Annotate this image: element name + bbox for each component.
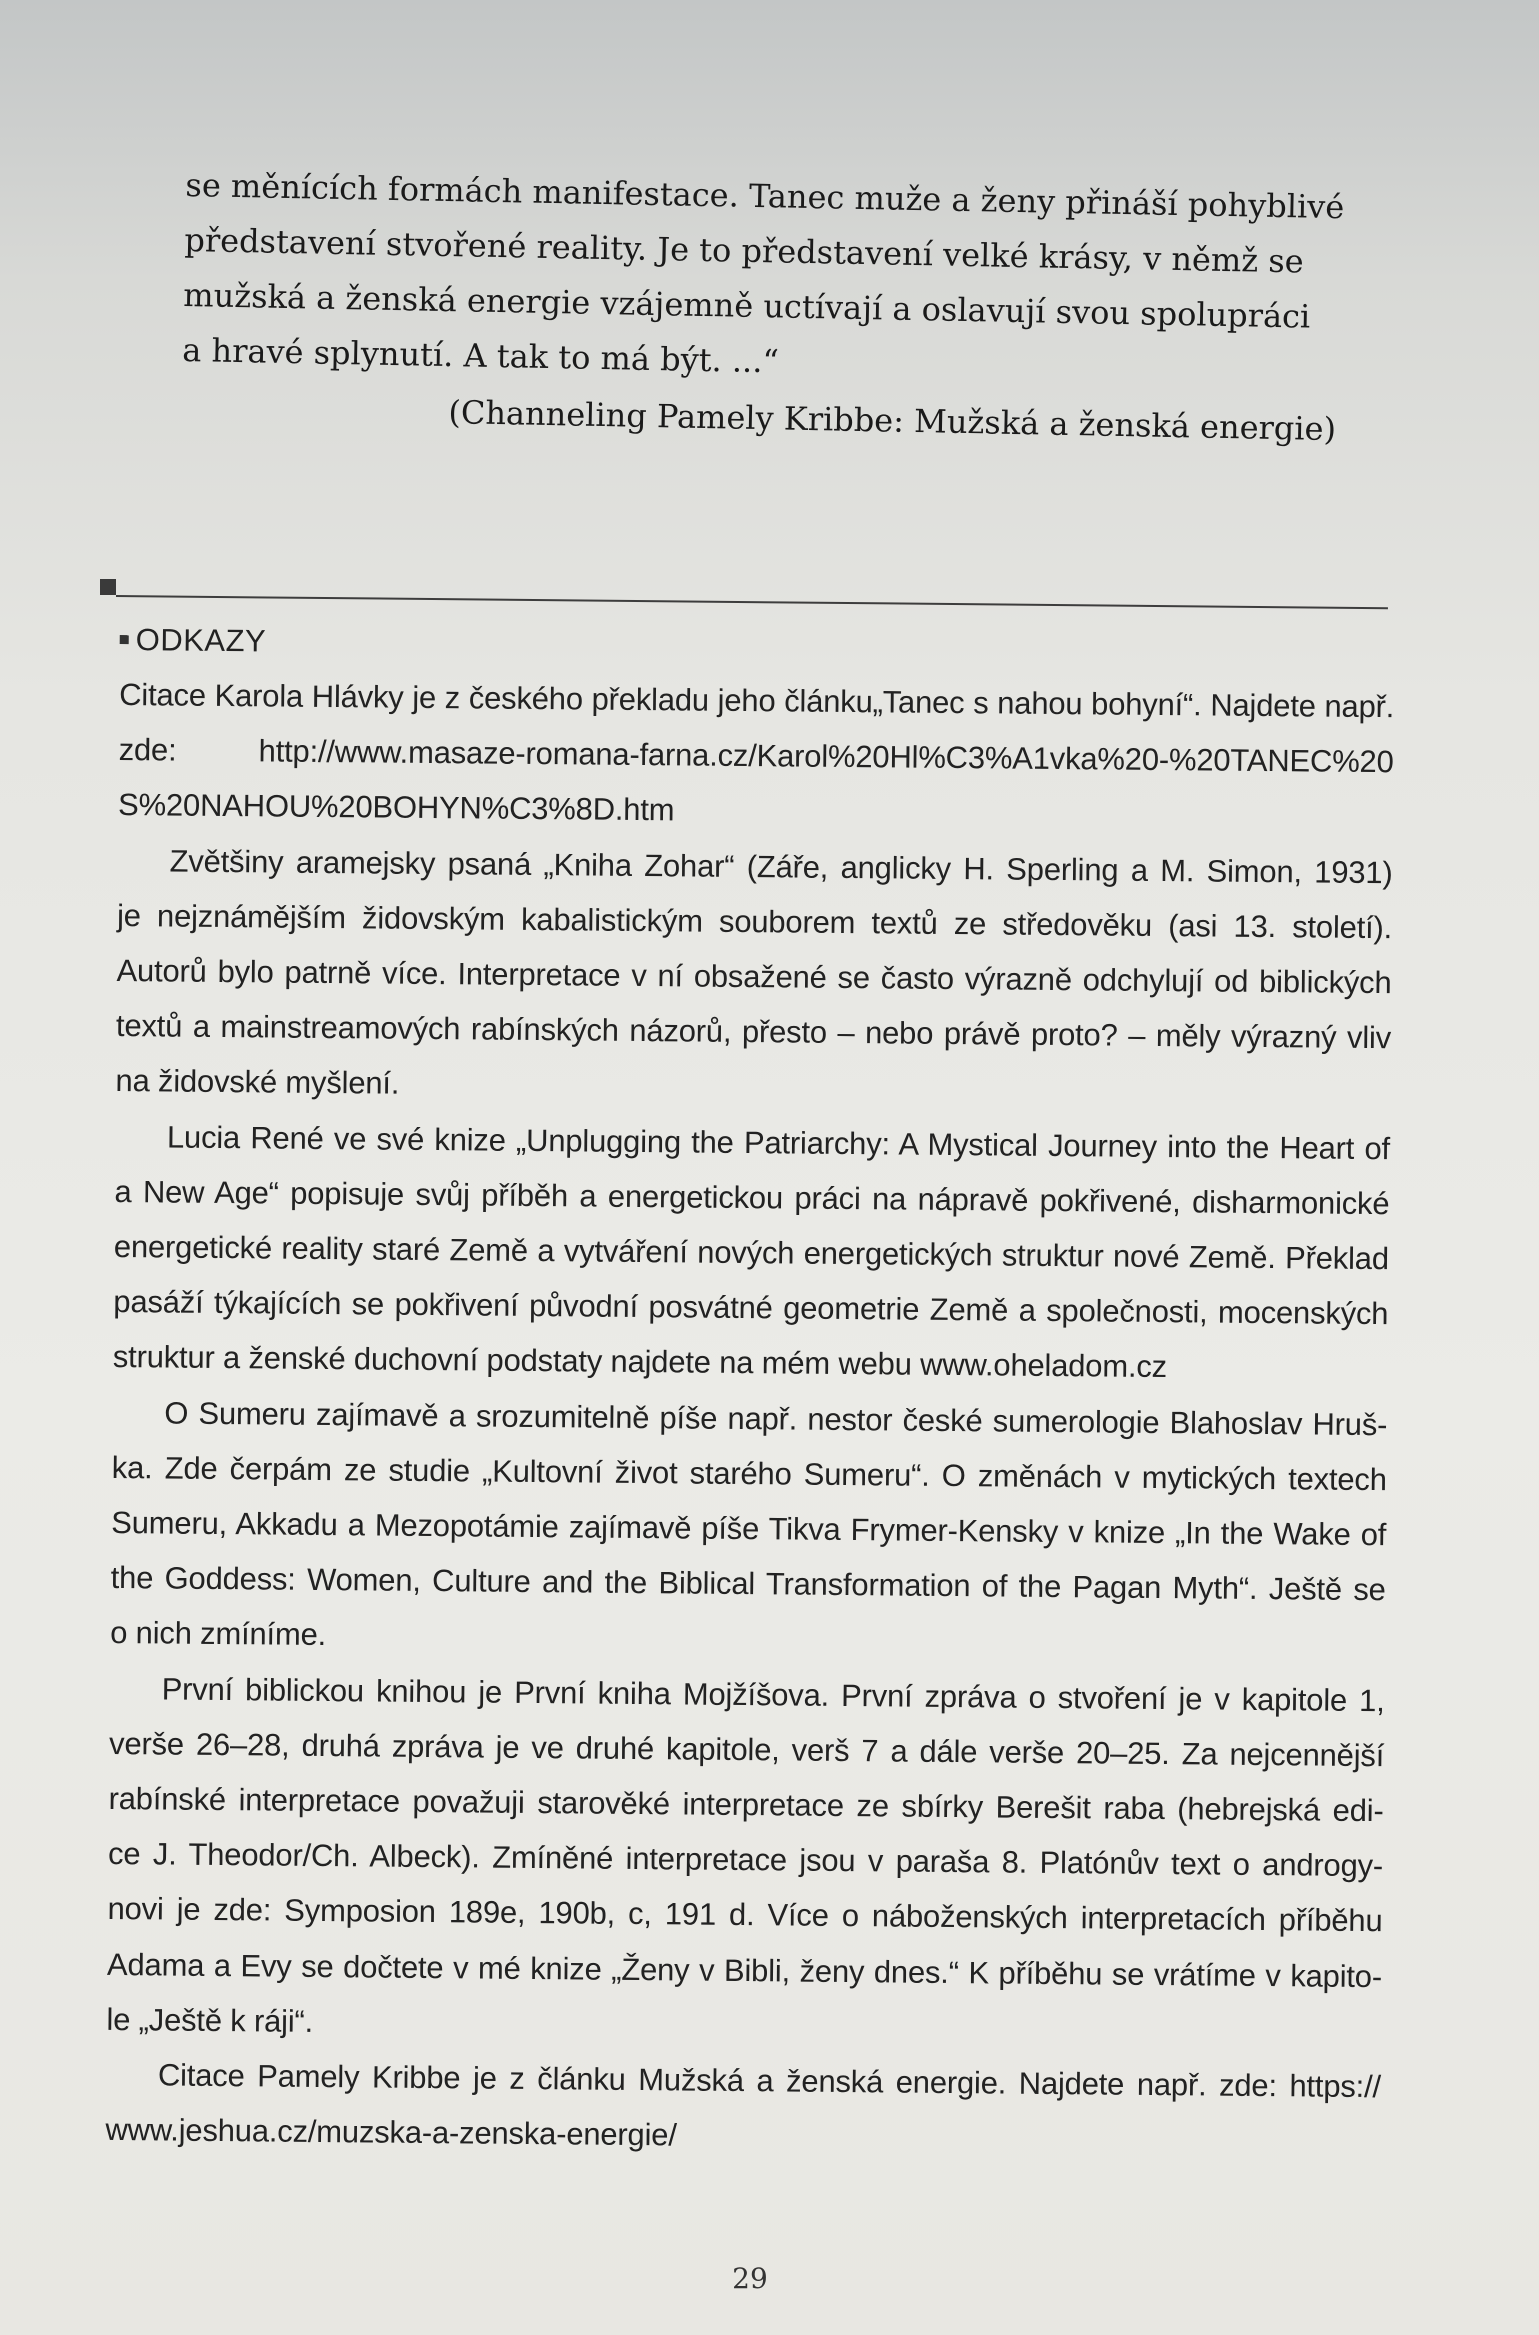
paragraph-line: novi je zde: Symposion 189e, 190b, c, 191 d. Více o náboženských interpretacích příběhu [107,1891,1383,1939]
paragraph-line: Citace Karola Hlávky je z českého překladu jeho článku„Tanec s nahou bohyní“. Najdete např. [119,676,1395,725]
paragraph-line: energetické reality staré Země a vytváření nových energetických struktur nové Země. Překlad [113,1229,1390,1277]
paragraph-line: Adama a Evy se dočtete v mé knize „Ženy v Bibli, ženy dnes.“ K příběhu se vrátíme v kapito- [106,1946,1383,1994]
paragraph-line: pasáží týkajících se pokřivení původní posvátné geometrie Země a společnosti, mocenských [113,1284,1389,1332]
paragraph-line: textů a mainstreamových rabínských názorů, přesto – nebo právě proto? – měly výrazný vliv [115,1008,1392,1056]
paragraph-line: o nich zmíníme. [110,1615,327,1653]
paragraph-line: Zvětšiny aramejsky psaná „Kniha Zohar“ (Záře, anglicky H. Sperling a M. Simon, 1931) [169,843,1393,890]
page-number: 29 [732,2262,768,2295]
paragraph-line: S%20NAHOU%20BOHYN%C3%8D.htm [117,787,675,828]
references-heading-text: ODKAZY [135,622,267,659]
reference-paragraph [110,1385,1388,1673]
paragraph-line: ka. Zde čerpám ze studie „Kultovní život starého Sumeru“. O změnách v mytických textech [111,1449,1387,1498]
quote-line: mužská a ženská energie vzájemně uctívají a oslavují svou spolupráci [183,275,1311,336]
bullet-icon [120,635,129,644]
paragraph-line: Lucia René ve své knize „Unplugging the Patriarchy: A Mystical Journey into the Heart of [166,1119,1391,1166]
quote-line: a hravé splynutí. A tak to má být. ...“ [181,330,780,381]
paragraph-line: zde: http://www.masaze-romana-farna.cz/Karol%20Hl%C3%A1vka%20-%20TANEC%20 [118,732,1394,780]
reference-paragraph [118,667,1395,845]
paragraph-line: the Goddess: Women, Culture and the Biblical Transformation of the Pagan Myth“. Ještě se [110,1560,1386,1608]
paragraph-line: je nejznámějším židovským kabalistickým souborem textů ze středověku (asi 13. století). [116,897,1393,946]
paragraph-line: le „Ještě k ráji“. [106,2001,314,2039]
paragraph-line: a New Age“ popisuje svůj příběh a energetickou práci na nápravě pokřivené, disharmonické [114,1173,1390,1222]
quote-line: představení stvořené reality. Je to představení velké krásy, v němž se [184,220,1305,281]
paragraph-line: ce J. Theodor/Ch. Albeck). Zmíněné interpretace jsou v paraša 8. Platónův text o androgy- [107,1836,1384,1884]
paragraph-line: Autorů bylo patrně více. Interpretace v ní obsažené se často výrazně odchylují od biblických [116,952,1392,1001]
paragraph-line: www.jeshua.cz/muzska-a-zenska-energie/ [105,2112,677,2153]
reference-paragraph [113,1109,1391,1397]
paragraph-line: První biblickou knihou je První kniha Mojžíšova. První zpráva o stvoření je v kapitole 1, [161,1671,1385,1718]
paragraph-line: na židovské myšlení. [115,1063,400,1102]
reference-paragraph [115,833,1393,1121]
paragraph-line: rabínské interpretace považuji starověké interpretace ze sbírky Berešit raba (hebrejská edi- [108,1781,1384,1829]
paragraph-line: struktur a ženské duchovní podstaty najdete na mém webu www.oheladom.cz [112,1339,1168,1385]
quote-line: se měnících formách manifestace. Tanec muže a ženy přináší pohyblivé [185,165,1345,227]
paragraph-line: Sumeru, Akkadu a Mezopotámie zajímavě píše Tikva Frymer-Kensky v knize „In the Wake of [111,1505,1387,1553]
references-section [105,612,1395,2170]
reference-paragraph [105,2047,1381,2170]
paragraph-line: Citace Pamely Kribbe je z článku Mužská a ženská energie. Najdete např. zde: https:// [157,2057,1382,2105]
reference-paragraph [106,1661,1385,2060]
paragraph-line: verše 26–28, druhá zpráva je ve druhé kapitole, verš 7 a dále verše 20–25. Za nejcennější [108,1725,1385,1774]
quote-source: (Channeling Pamely Kribbe: Mužská a ženská energie) [448,393,1337,449]
quote-block [181,158,1345,457]
section-divider [116,595,1388,609]
paragraph-line: O Sumeru zajímavě a srozumitelně píše např. nestor české sumerologie Blahoslav Hruš- [164,1395,1388,1442]
section-marker-square [100,579,116,595]
